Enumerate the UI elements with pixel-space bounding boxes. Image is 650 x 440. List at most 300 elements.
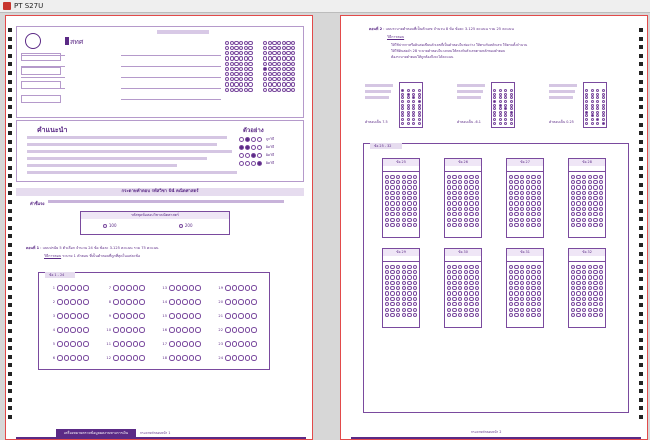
answer-bubble[interactable] — [263, 41, 267, 45]
answer-bubble[interactable] — [263, 67, 267, 71]
answer-bubble[interactable] — [272, 77, 276, 81]
answer-bubble[interactable] — [531, 265, 535, 269]
answer-bubble[interactable] — [182, 341, 188, 347]
answer-bubble[interactable] — [514, 180, 518, 184]
answer-bubble[interactable] — [514, 218, 518, 222]
answer-bubble[interactable] — [251, 313, 257, 319]
answer-bubble[interactable] — [182, 285, 188, 291]
answer-bubble[interactable] — [531, 223, 535, 227]
answer-bubble[interactable] — [469, 286, 473, 290]
answer-bubble[interactable] — [402, 175, 406, 179]
answer-bubble[interactable] — [599, 185, 603, 189]
answer-bubble[interactable] — [232, 285, 238, 291]
answer-bubble[interactable] — [291, 56, 295, 60]
answer-bubble[interactable] — [77, 355, 83, 361]
answer-bubble[interactable] — [251, 285, 257, 291]
answer-bubble[interactable] — [452, 196, 456, 200]
answer-bubble[interactable] — [244, 72, 248, 76]
answer-bubble[interactable] — [526, 297, 530, 301]
answer-bubble[interactable] — [263, 72, 267, 76]
answer-bubble[interactable] — [520, 223, 524, 227]
answer-bubble[interactable] — [475, 297, 479, 301]
answer-bubble[interactable] — [475, 302, 479, 306]
answer-bubble[interactable] — [509, 308, 513, 312]
answer-bubble[interactable] — [385, 180, 389, 184]
answer-bubble[interactable] — [475, 265, 479, 269]
answer-bubble[interactable] — [113, 355, 119, 361]
answer-bubble[interactable] — [588, 275, 592, 279]
answer-bubble[interactable] — [526, 196, 530, 200]
answer-bubble[interactable] — [509, 175, 513, 179]
answer-bubble[interactable] — [452, 175, 456, 179]
answer-bubble[interactable] — [537, 201, 541, 205]
answer-bubble[interactable] — [593, 291, 597, 295]
answer-bubble[interactable] — [531, 175, 535, 179]
answer-bubble[interactable] — [464, 223, 468, 227]
answer-bubble[interactable] — [390, 313, 394, 317]
answer-bubble[interactable] — [402, 308, 406, 312]
answer-bubble[interactable] — [113, 299, 119, 305]
answer-bubble[interactable] — [402, 218, 406, 222]
answer-bubble[interactable] — [230, 77, 234, 81]
answer-bubble[interactable] — [576, 207, 580, 211]
answer-bubble[interactable] — [599, 308, 603, 312]
answer-bubble[interactable] — [248, 62, 252, 66]
answer-bubble[interactable] — [413, 275, 417, 279]
answer-bubble[interactable] — [571, 297, 575, 301]
answer-bubble[interactable] — [195, 327, 201, 333]
answer-bubble[interactable] — [509, 302, 513, 306]
answer-bubble[interactable] — [385, 218, 389, 222]
answer-bubble[interactable] — [248, 82, 252, 86]
answer-bubble[interactable] — [469, 218, 473, 222]
answer-bubble[interactable] — [588, 223, 592, 227]
answer-bubble[interactable] — [407, 265, 411, 269]
answer-bubble[interactable] — [245, 299, 251, 305]
answer-bubble[interactable] — [396, 218, 400, 222]
answer-bubble[interactable] — [469, 297, 473, 301]
answer-bubble[interactable] — [514, 191, 518, 195]
answer-bubble[interactable] — [520, 185, 524, 189]
answer-bubble[interactable] — [447, 191, 451, 195]
answer-bubble[interactable] — [385, 297, 389, 301]
answer-bubble[interactable] — [238, 313, 244, 319]
answer-bubble[interactable] — [176, 327, 182, 333]
answer-bubble[interactable] — [526, 281, 530, 285]
answer-bubble[interactable] — [571, 275, 575, 279]
answer-bubble[interactable] — [195, 285, 201, 291]
answer-bubble[interactable] — [251, 355, 257, 361]
answer-bubble[interactable] — [458, 191, 462, 195]
answer-bubble[interactable] — [396, 175, 400, 179]
answer-bubble[interactable] — [133, 327, 139, 333]
answer-bubble[interactable] — [588, 201, 592, 205]
answer-bubble[interactable] — [169, 341, 175, 347]
answer-bubble[interactable] — [452, 291, 456, 295]
answer-bubble[interactable] — [526, 218, 530, 222]
answer-bubble[interactable] — [239, 82, 243, 86]
answer-bubble[interactable] — [238, 327, 244, 333]
answer-bubble[interactable] — [475, 175, 479, 179]
answer-bubble[interactable] — [64, 285, 70, 291]
answer-bubble[interactable] — [248, 72, 252, 76]
answer-bubble[interactable] — [531, 212, 535, 216]
answer-bubble[interactable] — [286, 41, 290, 45]
answer-bubble[interactable] — [282, 77, 286, 81]
answer-bubble[interactable] — [282, 62, 286, 66]
answer-bubble[interactable] — [531, 286, 535, 290]
answer-bubble[interactable] — [413, 175, 417, 179]
answer-bubble[interactable] — [272, 56, 276, 60]
answer-bubble[interactable] — [413, 297, 417, 301]
answer-bubble[interactable] — [588, 196, 592, 200]
answer-bubble[interactable] — [133, 355, 139, 361]
answer-bubble[interactable] — [120, 327, 126, 333]
answer-bubble[interactable] — [537, 175, 541, 179]
answer-bubble[interactable] — [588, 180, 592, 184]
answer-bubble[interactable] — [469, 275, 473, 279]
answer-bubble[interactable] — [593, 218, 597, 222]
answer-bubble[interactable] — [582, 207, 586, 211]
answer-bubble[interactable] — [475, 313, 479, 317]
answer-bubble[interactable] — [593, 265, 597, 269]
answer-bubble[interactable] — [232, 299, 238, 305]
answer-bubble[interactable] — [385, 270, 389, 274]
answer-bubble[interactable] — [286, 77, 290, 81]
answer-bubble[interactable] — [251, 327, 257, 333]
answer-bubble[interactable] — [385, 308, 389, 312]
answer-bubble[interactable] — [599, 180, 603, 184]
answer-bubble[interactable] — [64, 355, 70, 361]
answer-bubble[interactable] — [593, 302, 597, 306]
answer-bubble[interactable] — [407, 185, 411, 189]
answer-bubble[interactable] — [526, 308, 530, 312]
answer-bubble[interactable] — [514, 201, 518, 205]
answer-bubble[interactable] — [520, 207, 524, 211]
answer-bubble[interactable] — [385, 196, 389, 200]
answer-bubble[interactable] — [475, 223, 479, 227]
answer-bubble[interactable] — [239, 67, 243, 71]
answer-bubble[interactable] — [576, 201, 580, 205]
answer-bubble[interactable] — [588, 270, 592, 274]
answer-bubble[interactable] — [469, 223, 473, 227]
answer-bubble[interactable] — [248, 88, 252, 92]
answer-bubble[interactable] — [452, 265, 456, 269]
answer-bubble[interactable] — [582, 291, 586, 295]
answer-bubble[interactable] — [238, 285, 244, 291]
answer-bubble[interactable] — [599, 265, 603, 269]
answer-bubble[interactable] — [509, 185, 513, 189]
answer-bubble[interactable] — [385, 207, 389, 211]
answer-bubble[interactable] — [189, 355, 195, 361]
answer-bubble[interactable] — [189, 327, 195, 333]
answer-bubble[interactable] — [531, 218, 535, 222]
answer-bubble[interactable] — [248, 56, 252, 60]
answer-bubble[interactable] — [464, 265, 468, 269]
answer-bubble[interactable] — [413, 212, 417, 216]
answer-bubble[interactable] — [571, 286, 575, 290]
answer-bubble[interactable] — [251, 299, 257, 305]
answer-bubble[interactable] — [407, 212, 411, 216]
answer-bubble[interactable] — [390, 308, 394, 312]
answer-bubble[interactable] — [402, 180, 406, 184]
answer-bubble[interactable] — [452, 270, 456, 274]
answer-bubble[interactable] — [526, 265, 530, 269]
answer-bubble[interactable] — [120, 313, 126, 319]
answer-bubble[interactable] — [464, 191, 468, 195]
answer-bubble[interactable] — [291, 41, 295, 45]
answer-bubble[interactable] — [133, 341, 139, 347]
answer-bubble[interactable] — [537, 218, 541, 222]
answer-bubble[interactable] — [139, 285, 145, 291]
answer-bubble[interactable] — [77, 299, 83, 305]
answer-bubble[interactable] — [458, 302, 462, 306]
answer-bubble[interactable] — [413, 265, 417, 269]
answer-bubble[interactable] — [263, 56, 267, 60]
answer-bubble[interactable] — [126, 341, 132, 347]
answer-bubble[interactable] — [509, 201, 513, 205]
answer-bubble[interactable] — [588, 185, 592, 189]
answer-bubble[interactable] — [277, 46, 281, 50]
answer-bubble[interactable] — [139, 299, 145, 305]
answer-bubble[interactable] — [520, 201, 524, 205]
answer-bubble[interactable] — [469, 302, 473, 306]
answer-bubble[interactable] — [458, 196, 462, 200]
answer-bubble[interactable] — [407, 180, 411, 184]
answer-bubble[interactable] — [396, 196, 400, 200]
answer-bubble[interactable] — [571, 207, 575, 211]
answer-bubble[interactable] — [225, 313, 231, 319]
answer-bubble[interactable] — [195, 355, 201, 361]
answer-bubble[interactable] — [447, 212, 451, 216]
answer-bubble[interactable] — [582, 265, 586, 269]
answer-bubble[interactable] — [390, 270, 394, 274]
answer-bubble[interactable] — [272, 51, 276, 55]
answer-bubble[interactable] — [537, 302, 541, 306]
answer-bubble[interactable] — [277, 72, 281, 76]
answer-bubble[interactable] — [238, 299, 244, 305]
answer-bubble[interactable] — [407, 218, 411, 222]
answer-bubble[interactable] — [77, 341, 83, 347]
answer-bubble[interactable] — [407, 175, 411, 179]
answer-bubble[interactable] — [70, 299, 76, 305]
answer-bubble[interactable] — [531, 308, 535, 312]
answer-bubble[interactable] — [244, 62, 248, 66]
answer-bubble[interactable] — [263, 88, 267, 92]
answer-bubble[interactable] — [64, 327, 70, 333]
answer-bubble[interactable] — [509, 265, 513, 269]
answer-bubble[interactable] — [571, 308, 575, 312]
answer-bubble[interactable] — [402, 223, 406, 227]
answer-bubble[interactable] — [225, 41, 229, 45]
answer-bubble[interactable] — [599, 175, 603, 179]
answer-bubble[interactable] — [396, 185, 400, 189]
answer-bubble[interactable] — [120, 355, 126, 361]
answer-bubble[interactable] — [531, 185, 535, 189]
answer-bubble[interactable] — [390, 291, 394, 295]
answer-bubble[interactable] — [593, 180, 597, 184]
answer-bubble[interactable] — [83, 341, 89, 347]
answer-bubble[interactable] — [385, 281, 389, 285]
answer-bubble[interactable] — [390, 223, 394, 227]
answer-bubble[interactable] — [277, 62, 281, 66]
code-option-200[interactable]: 200 — [179, 223, 193, 228]
answer-bubble[interactable] — [120, 299, 126, 305]
answer-bubble[interactable] — [458, 180, 462, 184]
code-option-100[interactable]: 100 — [103, 223, 117, 228]
answer-bubble[interactable] — [464, 201, 468, 205]
answer-bubble[interactable] — [272, 62, 276, 66]
answer-bubble[interactable] — [390, 196, 394, 200]
answer-bubble[interactable] — [413, 180, 417, 184]
answer-bubble[interactable] — [390, 212, 394, 216]
answer-bubble[interactable] — [189, 285, 195, 291]
answer-bubble[interactable] — [133, 285, 139, 291]
answer-bubble[interactable] — [251, 341, 257, 347]
answer-bubble[interactable] — [447, 308, 451, 312]
answer-bubble[interactable] — [514, 196, 518, 200]
answer-bubble[interactable] — [593, 207, 597, 211]
answer-bubble[interactable] — [126, 355, 132, 361]
answer-bubble[interactable] — [225, 82, 229, 86]
answer-bubble[interactable] — [277, 51, 281, 55]
answer-bubble[interactable] — [234, 67, 238, 71]
answer-bubble[interactable] — [268, 82, 272, 86]
answer-bubble[interactable] — [239, 77, 243, 81]
answer-bubble[interactable] — [576, 196, 580, 200]
answer-bubble[interactable] — [385, 275, 389, 279]
answer-bubble[interactable] — [452, 191, 456, 195]
answer-bubble[interactable] — [526, 191, 530, 195]
answer-bubble[interactable] — [526, 175, 530, 179]
answer-bubble[interactable] — [277, 82, 281, 86]
answer-bubble[interactable] — [576, 218, 580, 222]
answer-bubble[interactable] — [458, 185, 462, 189]
answer-bubble[interactable] — [537, 180, 541, 184]
answer-bubble[interactable] — [458, 291, 462, 295]
answer-bubble[interactable] — [475, 212, 479, 216]
answer-bubble[interactable] — [475, 218, 479, 222]
answer-bubble[interactable] — [458, 207, 462, 211]
answer-bubble[interactable] — [447, 218, 451, 222]
answer-bubble[interactable] — [232, 341, 238, 347]
answer-bubble[interactable] — [464, 291, 468, 295]
answer-bubble[interactable] — [475, 308, 479, 312]
answer-bubble[interactable] — [469, 291, 473, 295]
answer-bubble[interactable] — [396, 223, 400, 227]
answer-bubble[interactable] — [576, 291, 580, 295]
answer-bubble[interactable] — [225, 341, 231, 347]
answer-bubble[interactable] — [234, 62, 238, 66]
answer-bubble[interactable] — [526, 212, 530, 216]
answer-bubble[interactable] — [234, 72, 238, 76]
answer-bubble[interactable] — [286, 56, 290, 60]
answer-bubble[interactable] — [447, 185, 451, 189]
answer-bubble[interactable] — [120, 285, 126, 291]
answer-bubble[interactable] — [576, 286, 580, 290]
answer-bubble[interactable] — [282, 56, 286, 60]
answer-bubble[interactable] — [514, 265, 518, 269]
answer-bubble[interactable] — [520, 212, 524, 216]
answer-bubble[interactable] — [464, 270, 468, 274]
answer-bubble[interactable] — [509, 212, 513, 216]
answer-bubble[interactable] — [599, 291, 603, 295]
answer-bubble[interactable] — [464, 207, 468, 211]
answer-bubble[interactable] — [70, 327, 76, 333]
answer-bubble[interactable] — [526, 302, 530, 306]
answer-bubble[interactable] — [514, 286, 518, 290]
answer-bubble[interactable] — [509, 196, 513, 200]
answer-bubble[interactable] — [509, 297, 513, 301]
answer-bubble[interactable] — [225, 285, 231, 291]
answer-bubble[interactable] — [582, 302, 586, 306]
answer-bubble[interactable] — [520, 191, 524, 195]
answer-bubble[interactable] — [576, 212, 580, 216]
answer-bubble[interactable] — [291, 77, 295, 81]
answer-bubble[interactable] — [458, 286, 462, 290]
answer-bubble[interactable] — [390, 218, 394, 222]
answer-bubble[interactable] — [282, 88, 286, 92]
answer-bubble[interactable] — [582, 275, 586, 279]
answer-bubble[interactable] — [582, 223, 586, 227]
answer-bubble[interactable] — [452, 286, 456, 290]
answer-bubble[interactable] — [526, 270, 530, 274]
answer-bubble[interactable] — [225, 67, 229, 71]
answer-bubble[interactable] — [277, 41, 281, 45]
answer-bubble[interactable] — [413, 185, 417, 189]
answer-bubble[interactable] — [526, 201, 530, 205]
answer-bubble[interactable] — [244, 51, 248, 55]
answer-bubble[interactable] — [576, 308, 580, 312]
answer-bubble[interactable] — [272, 46, 276, 50]
answer-bubble[interactable] — [588, 212, 592, 216]
answer-bubble[interactable] — [176, 341, 182, 347]
answer-bubble[interactable] — [385, 291, 389, 295]
answer-bubble[interactable] — [230, 62, 234, 66]
answer-bubble[interactable] — [64, 299, 70, 305]
answer-bubble[interactable] — [189, 341, 195, 347]
answer-bubble[interactable] — [169, 355, 175, 361]
answer-bubble[interactable] — [447, 291, 451, 295]
answer-bubble[interactable] — [469, 185, 473, 189]
answer-bubble[interactable] — [582, 191, 586, 195]
answer-bubble[interactable] — [57, 341, 63, 347]
answer-bubble[interactable] — [509, 207, 513, 211]
answer-bubble[interactable] — [531, 291, 535, 295]
answer-bubble[interactable] — [413, 218, 417, 222]
answer-bubble[interactable] — [452, 185, 456, 189]
answer-bubble[interactable] — [514, 175, 518, 179]
answer-bubble[interactable] — [407, 308, 411, 312]
answer-bubble[interactable] — [239, 41, 243, 45]
answer-bubble[interactable] — [169, 313, 175, 319]
answer-bubble[interactable] — [593, 185, 597, 189]
answer-bubble[interactable] — [402, 265, 406, 269]
answer-bubble[interactable] — [396, 275, 400, 279]
answer-bubble[interactable] — [593, 297, 597, 301]
answer-bubble[interactable] — [268, 62, 272, 66]
answer-bubble[interactable] — [268, 88, 272, 92]
answer-bubble[interactable] — [520, 291, 524, 295]
answer-bubble[interactable] — [452, 275, 456, 279]
answer-bubble[interactable] — [531, 270, 535, 274]
answer-bubble[interactable] — [286, 82, 290, 86]
answer-bubble[interactable] — [239, 56, 243, 60]
answer-bubble[interactable] — [413, 286, 417, 290]
answer-bubble[interactable] — [407, 196, 411, 200]
answer-bubble[interactable] — [475, 270, 479, 274]
answer-bubble[interactable] — [407, 291, 411, 295]
